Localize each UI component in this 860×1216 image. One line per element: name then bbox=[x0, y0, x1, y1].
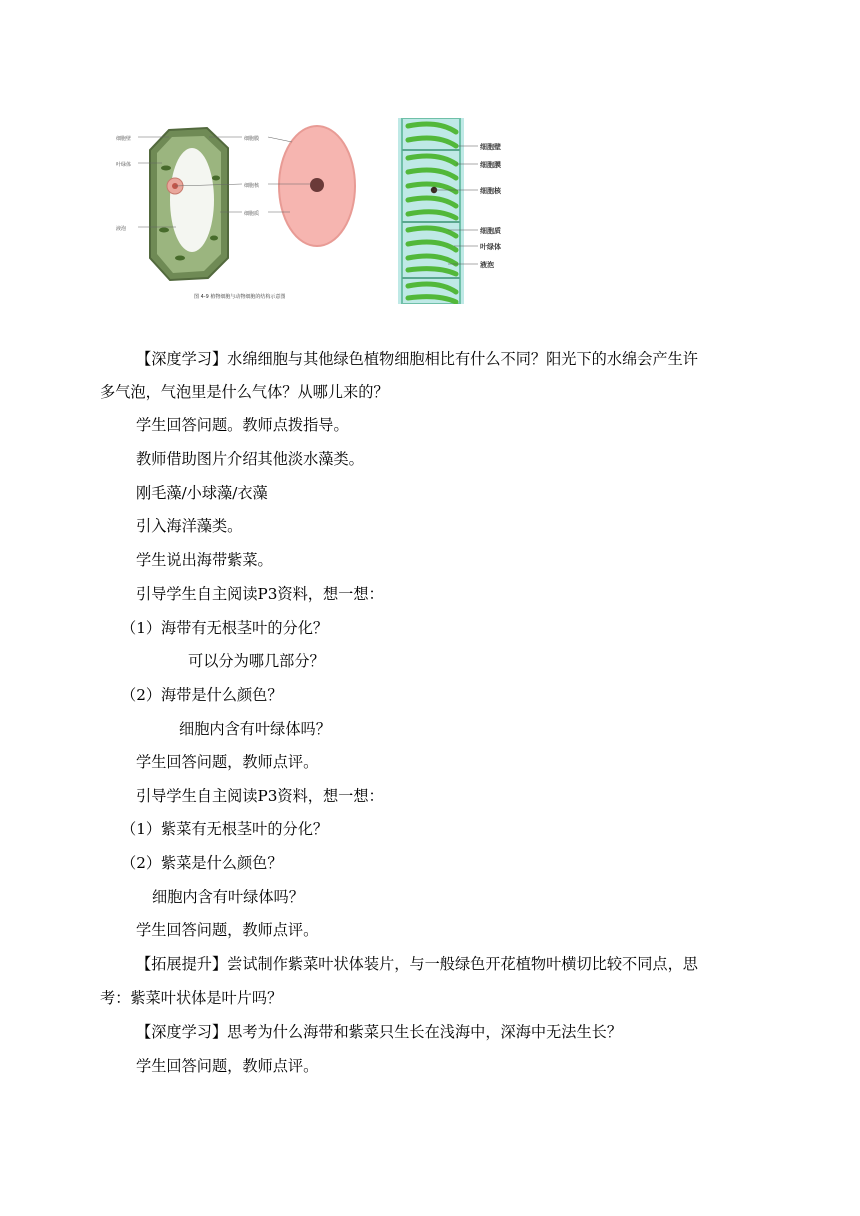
question-item: （1）海带有无根茎叶的分化？ bbox=[121, 619, 329, 637]
paragraph-deep-learning-2: 【深度学习】思考为什么海带和紫菜只生长在浅海中，深海中无法生长？ bbox=[136, 1023, 622, 1041]
chloroplast bbox=[175, 256, 185, 261]
label-chloroplast: 叶绿体 bbox=[480, 243, 501, 251]
spirogyra-figure bbox=[398, 118, 534, 304]
chloroplast bbox=[210, 236, 218, 241]
paragraph-line: 引导学生自主阅读P3资料，想一想： bbox=[136, 585, 384, 603]
paragraph-line: 学生回答问题，教师点评。 bbox=[136, 1057, 319, 1075]
paragraph-extension: 【拓展提升】尝试制作紫菜叶状体装片，与一般绿色开花植物叶横切比较不同点，思 bbox=[136, 955, 698, 973]
label-cell-membrane: 细胞膜 bbox=[480, 161, 501, 169]
label-cell-wall: 细胞壁 bbox=[116, 136, 132, 142]
question-subline: 可以分为哪几部分？ bbox=[188, 652, 325, 670]
question-subline: 细胞内含有叶绿体吗？ bbox=[179, 720, 331, 738]
paragraph-line: 学生回答问题。教师点拨指导。 bbox=[136, 416, 349, 434]
question-item: （2）海带是什么颜色？ bbox=[121, 686, 283, 704]
plant-animal-cell-figure bbox=[112, 118, 360, 304]
label-cell-wall: 细胞壁 bbox=[480, 143, 501, 151]
label-nucleus: 细胞核 bbox=[244, 183, 260, 189]
label-cytoplasm: 细胞质 bbox=[480, 227, 501, 235]
label-vacuole: 液泡 bbox=[116, 226, 127, 232]
paragraph-line: 教师借助图片介绍其他淡水藻类。 bbox=[136, 450, 364, 468]
label-chloroplast: 叶绿体 bbox=[116, 162, 132, 168]
figure1-caption: 图 4-9 植物细胞与动物细胞的结构示意图 bbox=[194, 294, 286, 300]
paragraph-line: 引入海洋藻类。 bbox=[136, 517, 243, 535]
paragraph-line: 学生回答问题，教师点评。 bbox=[136, 753, 319, 771]
paragraph-line: 多气泡，气泡里是什么气体？从哪儿来的？ bbox=[100, 383, 389, 401]
chloroplast bbox=[159, 228, 169, 233]
question-subline: 细胞内含有叶绿体吗？ bbox=[152, 888, 304, 906]
animal-cell-nucleus bbox=[310, 178, 324, 192]
label-nucleus: 细胞核 bbox=[480, 187, 501, 195]
question-item: （1）紫菜有无根茎叶的分化？ bbox=[121, 820, 329, 838]
plant-animal-cell-svg bbox=[112, 118, 360, 304]
paragraph-line: 考：紫菜叶状体是叶片吗？ bbox=[100, 989, 283, 1007]
paragraph-line: 引导学生自主阅读P3资料，想一想： bbox=[136, 787, 384, 805]
chloroplast bbox=[161, 166, 171, 171]
paragraph-deep-learning-1: 【深度学习】水绵细胞与其他绿色植物细胞相比有什么不同？阳光下的水绵会产生许 bbox=[136, 350, 698, 368]
label-cytoplasm: 细胞质 bbox=[244, 211, 260, 217]
paragraph-line: 刚毛藻/小球藻/衣藻 bbox=[136, 484, 268, 502]
paragraph-line: 学生回答问题，教师点评。 bbox=[136, 921, 319, 939]
spirogyra-svg bbox=[398, 118, 534, 304]
paragraph-line: 学生说出海带紫菜。 bbox=[136, 551, 273, 569]
label-vacuole: 液泡 bbox=[480, 261, 494, 269]
chloroplast bbox=[212, 176, 220, 181]
plant-cell-vacuole bbox=[170, 148, 214, 252]
question-item: （2）紫菜是什么颜色？ bbox=[121, 854, 283, 872]
label-cell-membrane: 细胞膜 bbox=[244, 136, 260, 142]
